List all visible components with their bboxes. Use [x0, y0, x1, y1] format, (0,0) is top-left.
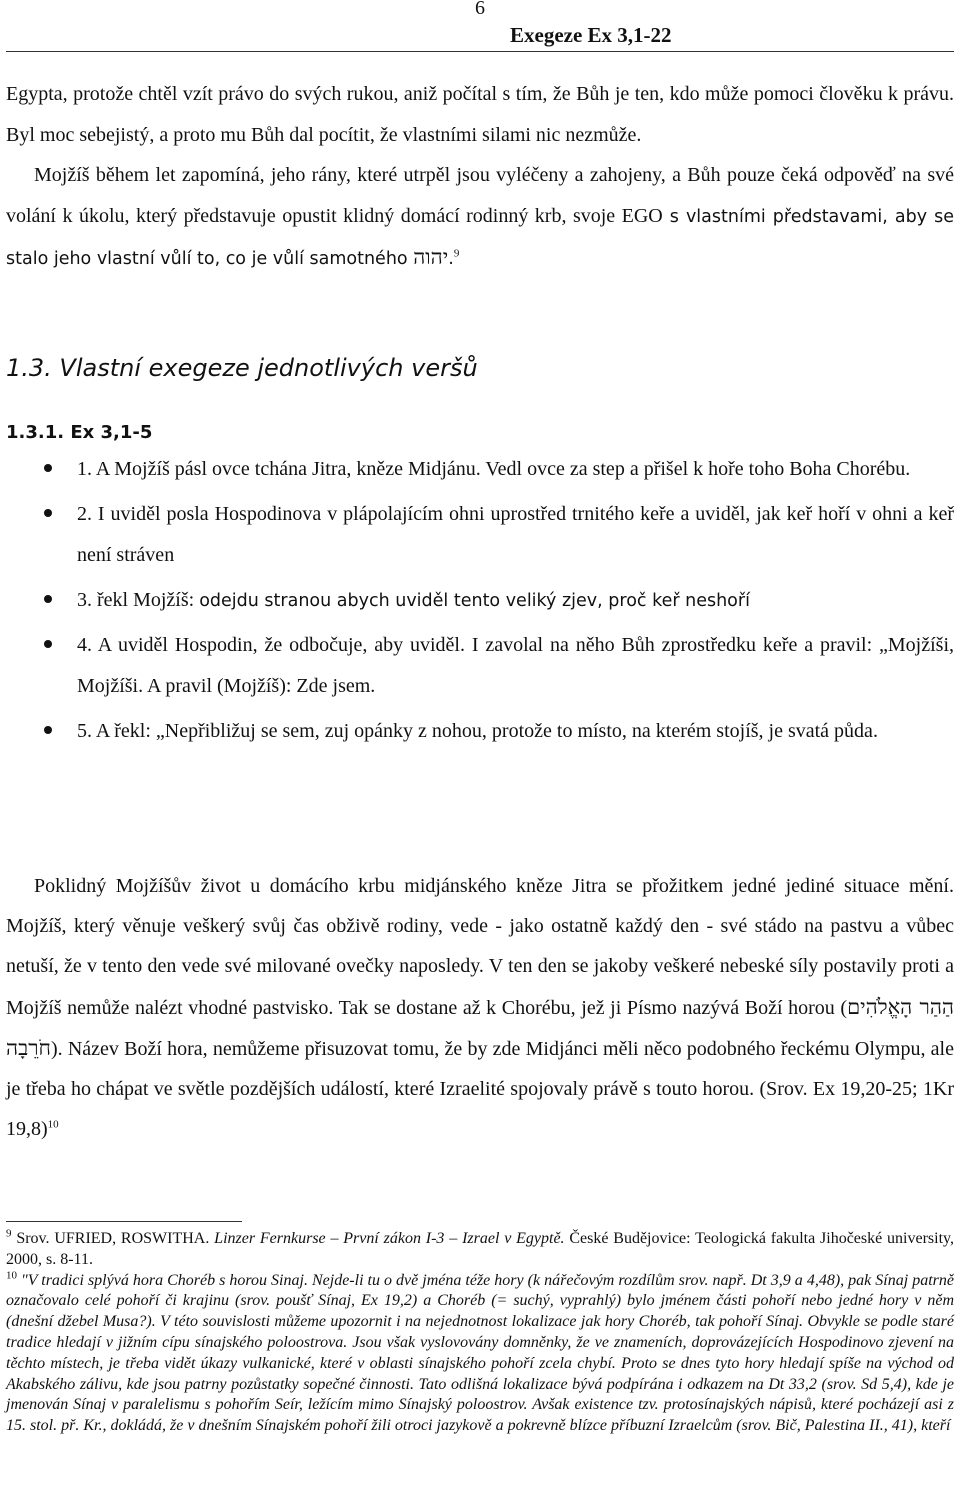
intro-p2-main: Mojžíš během let zapomíná, jeho rány, které utrpěl jsou vyléčeny a zahojeny, a Bůh pouze čeká odpověď na své volání k úkolu, který představuje opustit klidný domácí rodinný krb, svoje EGO — [6, 164, 954, 227]
footnote-9 — [6, 1229, 954, 1271]
list-item — [6, 494, 954, 577]
tetragrammaton: יהוה — [413, 245, 449, 269]
verse-sans: odejdu stranou abych uviděl tento veliký zjev, proč keř neshoří — [199, 591, 750, 611]
footnote-ref-9[interactable]: 9 — [453, 247, 460, 260]
intro-paragraph-2 — [6, 155, 954, 280]
verse-list — [6, 449, 954, 756]
verse-serif: 2. I uviděl posla Hospodinova v plápolajícím ohni uprostřed trnitého keře a uviděl, jak keř hoří v ohni a keř není stráven — [77, 503, 954, 566]
page-number: 6 — [475, 0, 485, 19]
footnote-10 — [6, 1271, 954, 1437]
footnote-10-text: "V tradici splývá hora Choréb s horou Sinaj. Nejde-li tu o dvě jména téže hory (k nářečovým rozdílům srov. např. Dt 3,9 a 4,48), pak Sínaj patrně označovalo celé pohoří či krajinu (srov. poušť Sínaj, Ex 19,2) a Choréb (= suchý, vyprahlý) bylo jménem části pohoří nebo jedné hory v něm (dnešní džebel Musa?). V této souvislosti můžeme upozornit i na nejednotnost lokalizace jak hory Choréb, tak pohoří Sínaj. Obvykle se podle staré tradice hledají v jižním cípu sínajského poloostrova. Jsou však vyslovovány domněnky, že ve znameních, doprovázejících Hospodinovo zjevení na těchto místech, je třeba vidět úkazy vulkanické, které v oblasti sínajského pohoří zcela chybí. Proto se dnes tyto hory hledají spíše na východ od Akabského zálivu, kde jsou patrny pozůstatky sopečné činnosti. Tato odlišná lokalizace bývá podpírána i odkazem na Dt 33,2 (srov. Sd 5,4), kde je jmenován Sínaj v paralelismu s pohořím Seír, ležícím mimo Sínajský poloostrov. Avšak existence tzv. protosínajských nápisů, které pocházejí asi z 15. stol. př. Kr., dokládá, že v dnešním Sínajském pohoří žili otroci jazykově a pokrevně blízce příbuzní Izraelcům (srov. Bič, Palestina II., 41), kteří — [6, 1271, 954, 1435]
intro-p2-end: . — [448, 249, 454, 269]
list-item — [6, 625, 954, 708]
list-item — [6, 449, 954, 491]
exegesis-paragraph — [6, 866, 954, 1149]
verse-serif: 3. řekl Mojžíš: — [77, 589, 200, 611]
section-heading: 1.3. Vlastní exegeze jednotlivých veršů — [6, 354, 478, 382]
header-rule — [6, 51, 954, 52]
intro-p2-sans: s vlastními představami, aby se stalo jeho vlastní vůlí to, co je vůlí samotného — [6, 206, 954, 269]
footnotes — [6, 1229, 954, 1437]
bullet-icon — [44, 640, 52, 648]
footnote-9-number: 9 — [6, 1227, 12, 1240]
footnote-10-number: 10 — [6, 1269, 17, 1282]
footnote-ref-10[interactable]: 10 — [47, 1118, 59, 1131]
intro-text — [6, 74, 954, 280]
verse-serif: 5. A řekl: „Nepřibližuj se sem, zuj opánky z nohou, protože to místo, na kterém stojíš, je svatá půda. — [77, 720, 878, 742]
footnote-9-title: Linzer Fernkurse – První zákon I-3 – Izrael v Egyptě. — [214, 1230, 565, 1247]
verse-serif: 4. A uviděl Hospodin, že odbočuje, aby uviděl. I zavolal na něho Bůh zprostředku keře a pravil: „Mojžíši, Mojžíši. A pravil (Mojžíš): Zde jsem. — [77, 634, 954, 697]
hebrew-phrase: הַהַר הָאֱלֹהִים חֹרֵבָה — [6, 994, 955, 1060]
bullet-icon — [44, 726, 52, 734]
footnote-rule — [6, 1221, 242, 1222]
list-item — [6, 580, 954, 622]
bullet-icon — [44, 595, 52, 603]
subsection-heading: 1.3.1. Ex 3,1-5 — [6, 422, 153, 443]
paragraph-before-hebrew: Poklidný Mojžíšův život u domácího krbu midjánského kněze Jitra se přožitkem jedné jediné situace mění. Mojžíš, který věnuje veškerý svůj čas obživě rodiny, vede - jako ostatně každý den - své stádo na pastvu a vůbec netuší, že v tento den vede své milované ovečky naposledy. V ten den se jakoby veškeré nebeské síly postavily proti a Mojžíš nemůže nalézt vhodné pastvisko. Tak se dostane až k Chorébu, jež ji Písmo nazývá Boží horou ( — [6, 875, 954, 1019]
running-title: Exegeze Ex 3,1-22 — [510, 23, 672, 47]
bullet-icon — [44, 464, 52, 472]
paragraph-after-hebrew: ). Název Boží hora, nemůžeme přisuzovat tomu, že by zde Midjánci měli něco podobného řeckému Olympu, ale je třeba ho chápat ve světle pozdějších událostí, které Izraelité spojovaly právě s touto horou. (Srov. Ex 19,20-25; 1Kr 19,8) — [6, 1037, 954, 1141]
footnote-9-text-a: Srov. UFRIED, ROSWITHA. — [11, 1230, 215, 1247]
list-item — [6, 711, 954, 753]
intro-paragraph-1: Egypta, protože chtěl vzít právo do svých rukou, aniž počítal s tím, že Bůh je ten, kdo může pomoci člověku k právu. Byl moc sebejistý, a proto mu Bůh dal pocítit, že vlastními silami nic nezmůže. — [6, 83, 954, 146]
verse-serif: 1. A Mojžíš pásl ovce tchána Jitra, kněze Midjánu. Vedl ovce za step a přišel k hoře toho Boha Chorébu. — [77, 458, 911, 480]
footnote-9-text-b: České Budějovice: Teologická fakulta Jihočeské university, 2000, s. 8-11. — [6, 1230, 954, 1268]
bullet-icon — [44, 509, 52, 517]
